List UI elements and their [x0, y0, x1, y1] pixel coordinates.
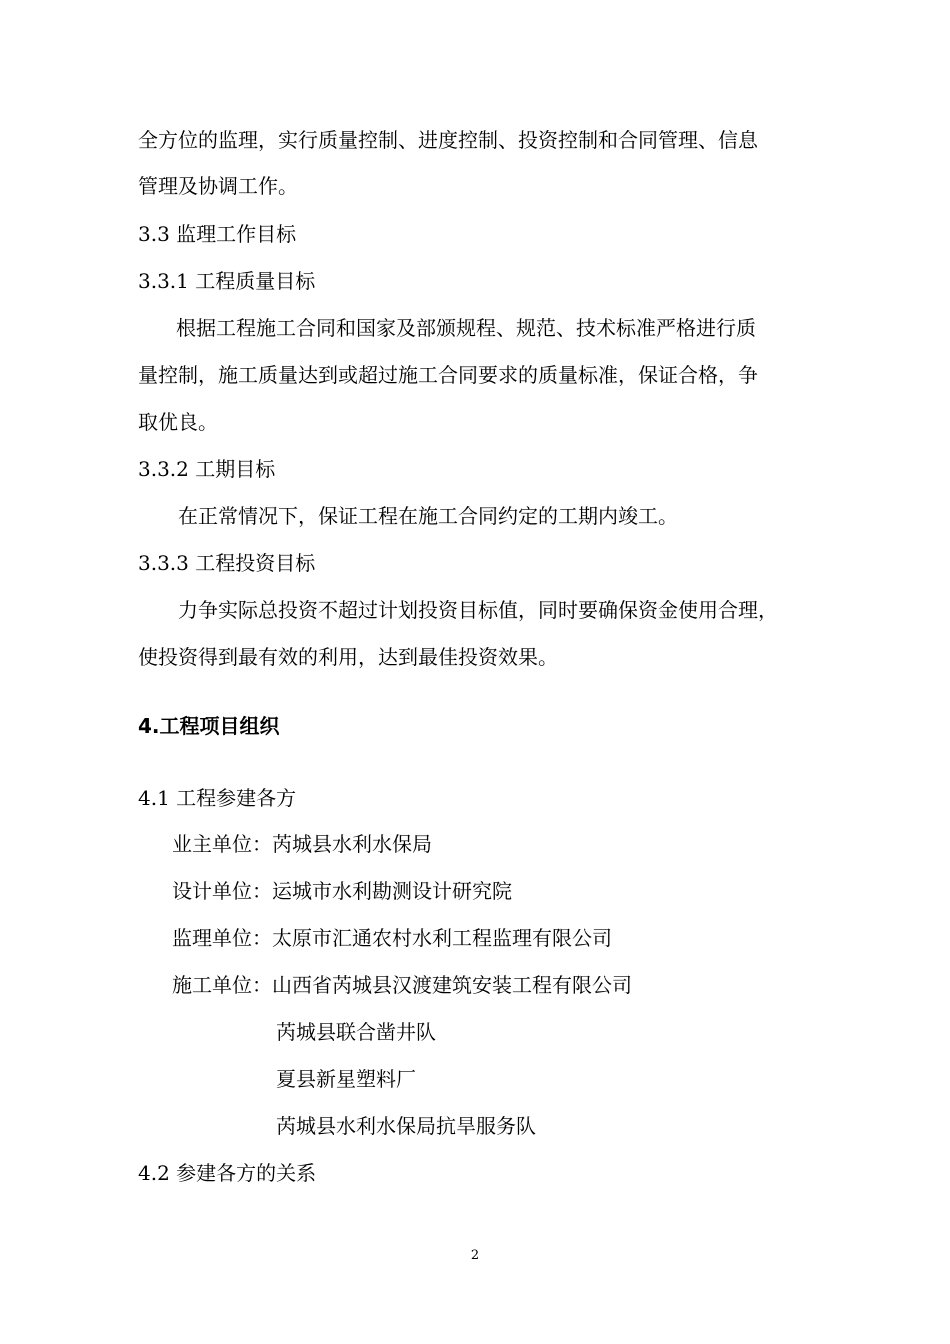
- section-heading-4-1: 4.1 工程参建各方: [138, 786, 297, 810]
- page-number: 2: [470, 1248, 480, 1263]
- construction-unit-3: 夏县新星塑料厂: [276, 1067, 416, 1091]
- design-unit: 设计单位：运城市水利勘测设计研究院: [172, 879, 512, 903]
- paragraph-line: 根据工程施工合同和国家及部颁规程、规范、技术标准严格进行质: [176, 316, 756, 340]
- paragraph-line: 取优良。: [138, 410, 218, 434]
- paragraph-line: 量控制，施工质量达到或超过施工合同要求的质量标准，保证合格，争: [138, 363, 758, 387]
- paragraph-line: 全方位的监理，实行质量控制、进度控制、投资控制和合同管理、信息: [138, 128, 758, 152]
- supervision-unit: 监理单位：太原市汇通农村水利工程监理有限公司: [172, 926, 612, 950]
- section-heading-3-3: 3.3 监理工作目标: [138, 222, 297, 246]
- section-heading-3-3-1: 3.3.1 工程质量目标: [138, 269, 316, 293]
- section-heading-3-3-2: 3.3.2 工期目标: [138, 457, 276, 481]
- paragraph-line: 使投资得到最有效的利用，达到最佳投资效果。: [138, 645, 558, 669]
- paragraph-line: 在正常情况下，保证工程在施工合同约定的工期内竣工。: [178, 504, 678, 528]
- paragraph-line: 管理及协调工作。: [138, 174, 298, 198]
- construction-unit: 施工单位：山西省芮城县汉渡建筑安装工程有限公司: [172, 973, 632, 997]
- construction-unit-2: 芮城县联合凿井队: [276, 1020, 436, 1044]
- section-heading-4-2: 4.2 参建各方的关系: [138, 1161, 317, 1185]
- construction-unit-4: 芮城县水利水保局抗旱服务队: [276, 1114, 536, 1138]
- section-heading-3-3-3: 3.3.3 工程投资目标: [138, 551, 316, 575]
- paragraph-line: 力争实际总投资不超过计划投资目标值，同时要确保资金使用合理，: [178, 598, 778, 622]
- chapter-heading-4: 4.工程项目组织: [138, 714, 280, 738]
- owner-unit: 业主单位：芮城县水利水保局: [172, 832, 432, 856]
